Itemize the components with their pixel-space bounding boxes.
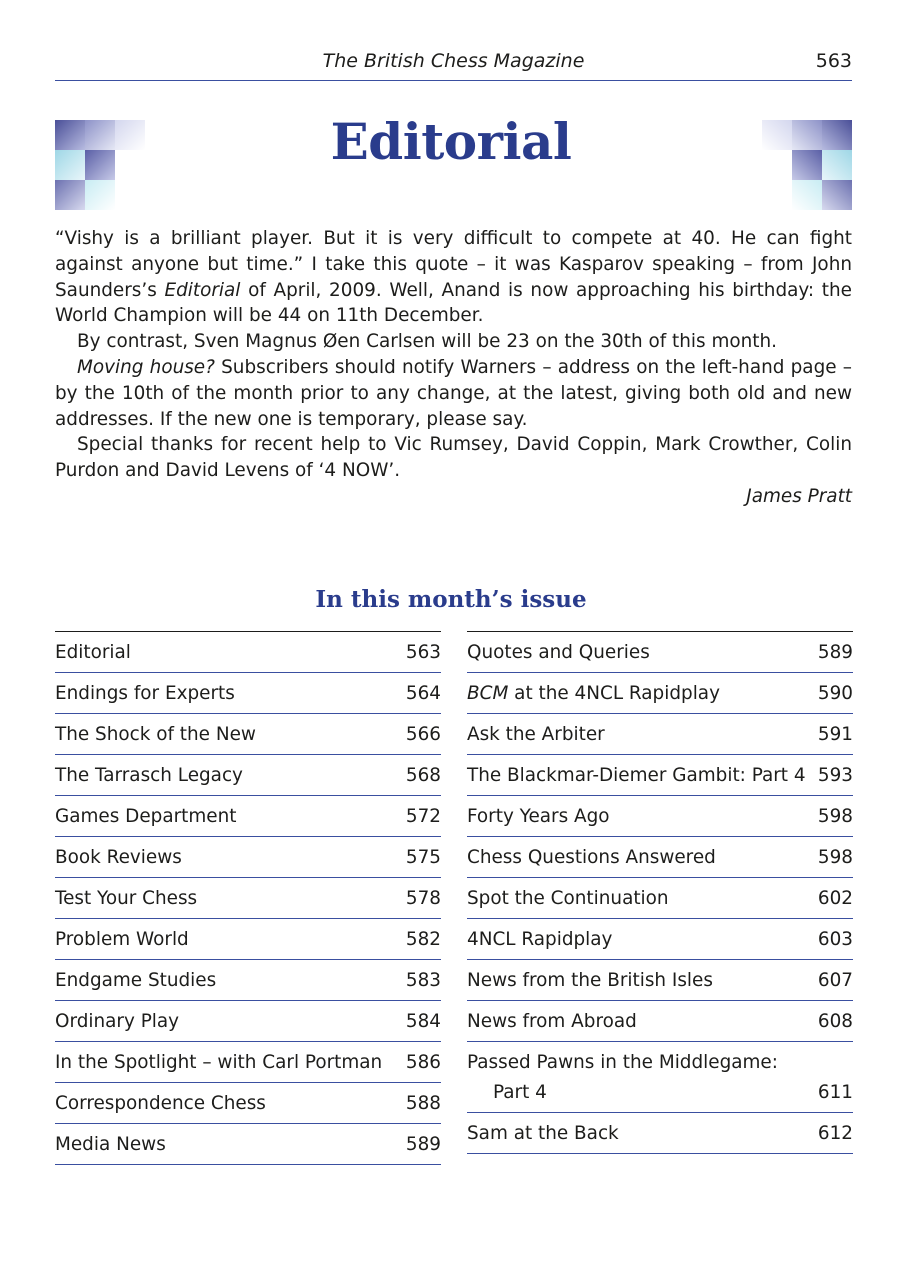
toc-entry[interactable]: News from the British Isles 607	[467, 960, 853, 1001]
toc-entry[interactable]: Correspondence Chess 588	[55, 1083, 441, 1124]
toc-entry[interactable]: The Blackmar-Diemer Gambit: Part 4 593	[467, 755, 853, 796]
editor-signature: James Pratt	[746, 485, 852, 507]
toc-entry[interactable]: Chess Questions Answered 598	[467, 837, 853, 878]
toc-entry[interactable]: Ask the Arbiter 591	[467, 714, 853, 755]
page-title: Editorial	[330, 112, 572, 171]
page-number: 563	[815, 50, 852, 72]
toc-entry[interactable]: The Shock of the New 566	[55, 714, 441, 755]
contents-column-left	[55, 631, 441, 1165]
editorial-paragraph: “Vishy is a brilliant player. But it is very difficult to compete at 40. He can fight against anyone but time.” I take this quote – it was Kasparov speaking – from John Saunders’s Editorial of April, 2009. Well, Anand is now approaching his birthday: the World Champion will be 44 on 11th December.	[55, 228, 852, 327]
toc-entry[interactable]: The Tarrasch Legacy 568	[55, 755, 441, 796]
running-header	[55, 48, 852, 81]
toc-entry[interactable]: Endgame Studies 583	[55, 960, 441, 1001]
toc-entry[interactable]: Sam at the Back 612	[467, 1113, 853, 1154]
toc-entry[interactable]: Ordinary Play 584	[55, 1001, 441, 1042]
toc-entry[interactable]: Forty Years Ago 598	[467, 796, 853, 837]
toc-entry[interactable]: Endings for Experts 564	[55, 673, 441, 714]
editorial-paragraph: By contrast, Sven Magnus Øen Carlsen will be 23 on the 30th of this month.	[77, 331, 777, 353]
toc-entry[interactable]: 4NCL Rapidplay 603	[467, 919, 853, 960]
toc-entry[interactable]: Games Department 572	[55, 796, 441, 837]
editorial-paragraph: Moving house? Subscribers should notify Warners – address on the left-hand page – by the 10th of the month prior to any change, at the latest, giving both old and new addresses. If the new one is temporary, please say.	[55, 356, 852, 430]
toc-entry[interactable]: Passed Pawns in the Middlegame: Part 4 611	[467, 1042, 853, 1113]
toc-entry[interactable]: Spot the Continuation 602	[467, 878, 853, 919]
toc-entry[interactable]: In the Spotlight – with Carl Portman 586	[55, 1042, 441, 1083]
magazine-name: The British Chess Magazine	[322, 50, 585, 72]
toc-entry[interactable]: Media News 589	[55, 1124, 441, 1165]
toc-entry[interactable]: News from Abroad 608	[467, 1001, 853, 1042]
contents-heading: In this month’s issue	[315, 586, 587, 613]
toc-entry[interactable]: Editorial 563	[55, 632, 441, 673]
editorial-body	[55, 226, 852, 510]
toc-entry[interactable]: Test Your Chess 578	[55, 878, 441, 919]
editorial-paragraph: Special thanks for recent help to Vic Rumsey, David Coppin, Mark Crowther, Colin Purdon and David Levens of ‘4 NOW’.	[55, 434, 852, 482]
toc-entry[interactable]: Book Reviews 575	[55, 837, 441, 878]
contents-column-right	[467, 631, 853, 1154]
toc-entry[interactable]: Quotes and Queries 589	[467, 632, 853, 673]
toc-entry[interactable]: BCM at the 4NCL Rapidplay 590	[467, 673, 853, 714]
toc-entry[interactable]: Problem World 582	[55, 919, 441, 960]
